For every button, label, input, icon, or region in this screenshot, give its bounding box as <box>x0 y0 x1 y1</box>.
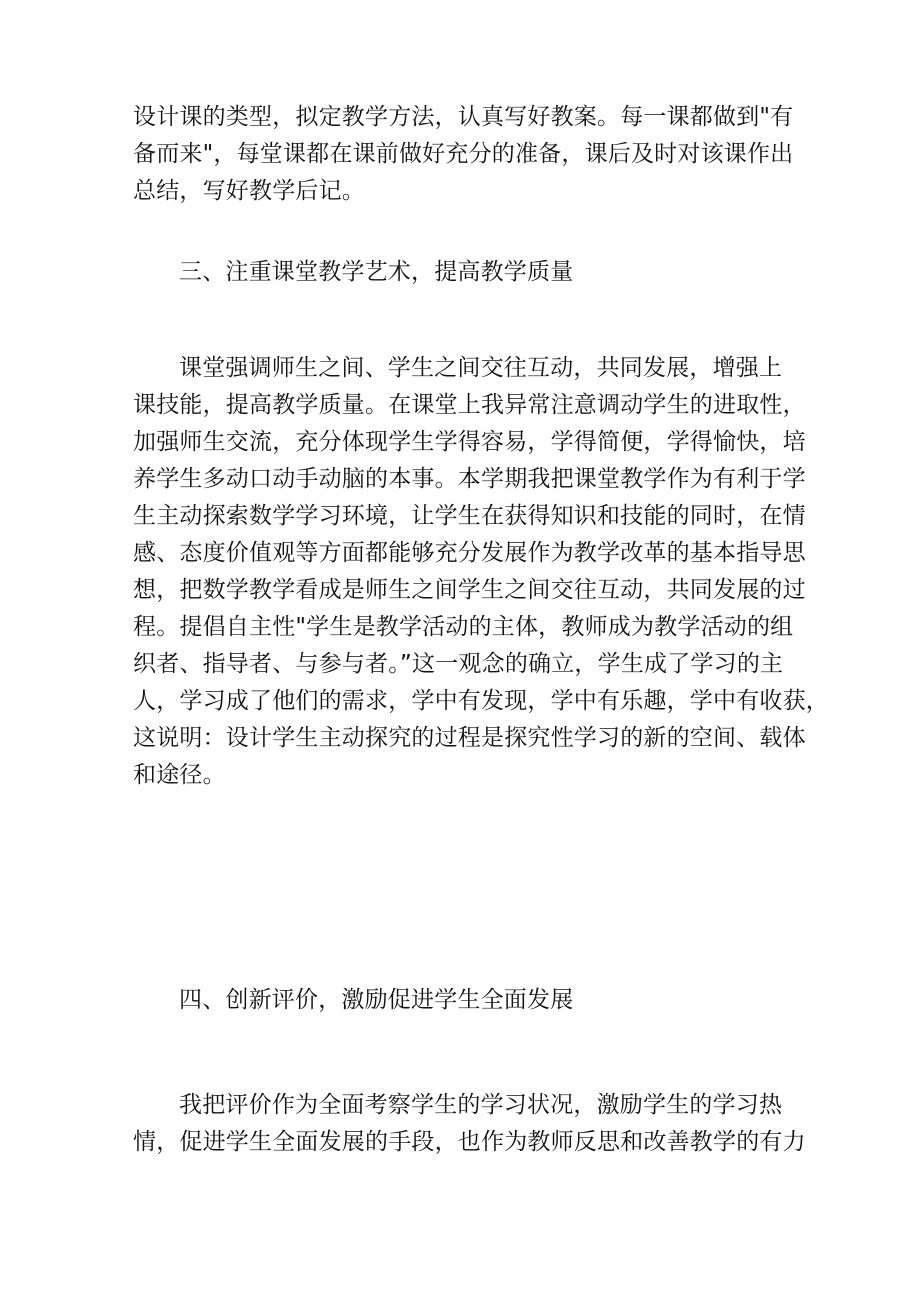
heading-text: 三、注重课堂教学艺术，提高教学质量 <box>179 259 574 285</box>
text-line: 想，把数学教学看成是师生之间学生之间交往互动，共同发展的过 <box>133 577 806 603</box>
section-4-paragraph <box>133 1087 813 1161</box>
section-heading-4 <box>133 982 813 1019</box>
section-3-paragraph <box>133 350 829 794</box>
text-line: 课技能，提高教学质量。在课堂上我异常注意调动学生的进取性， <box>133 392 806 418</box>
text-line: 情，促进学生全面发展的手段，也作为教师反思和改善教学的有力 <box>133 1129 806 1155</box>
text-line: 设计课的类型，拟定教学方法，认真写好教案。每一课都做到"有 <box>133 104 794 130</box>
text-line: 感、态度价值观等方面都能够充分发展作为教学改革的基本指导思 <box>133 540 806 566</box>
text-line: 课堂强调师生之间、学生之间交往互动，共同发展，增强上 <box>179 355 783 381</box>
section-heading-3 <box>133 254 813 291</box>
text-line: 人，学习成了他们的需求，学中有发现，学中有乐趣，学中有收获， <box>133 688 829 714</box>
heading-text: 四、创新评价，激励促进学生全面发展 <box>179 987 574 1013</box>
text-line: 生主动探索数学学习环境，让学生在获得知识和技能的同时，在情 <box>133 503 806 529</box>
text-line: 加强师生交流，充分体现学生学得容易，学得简便，学得愉快，培 <box>133 429 806 455</box>
text-line: 程。提倡自主性"学生是教学活动的主体，教师成为教学活动的组 <box>133 614 794 640</box>
text-line: 备而来"，每堂课都在课前做好充分的准备，课后及时对该课作出 <box>133 141 794 167</box>
text-line: 总结，写好教学后记。 <box>133 178 365 204</box>
text-line: 织者、指导者、与参与者。”这一观念的确立，学生成了学习的主 <box>133 651 784 677</box>
text-line: 养学生多动口动手动脑的本事。本学期我把课堂教学作为有利于学 <box>133 466 806 492</box>
text-line: 这说明：设计学生主动探究的过程是探究性学习的新的空间、载体 <box>133 725 806 751</box>
text-line: 我把评价作为全面考察学生的学习状况，激励学生的学习热 <box>179 1092 783 1118</box>
intro-paragraph <box>133 99 813 210</box>
text-line: 和途径。 <box>133 762 226 788</box>
